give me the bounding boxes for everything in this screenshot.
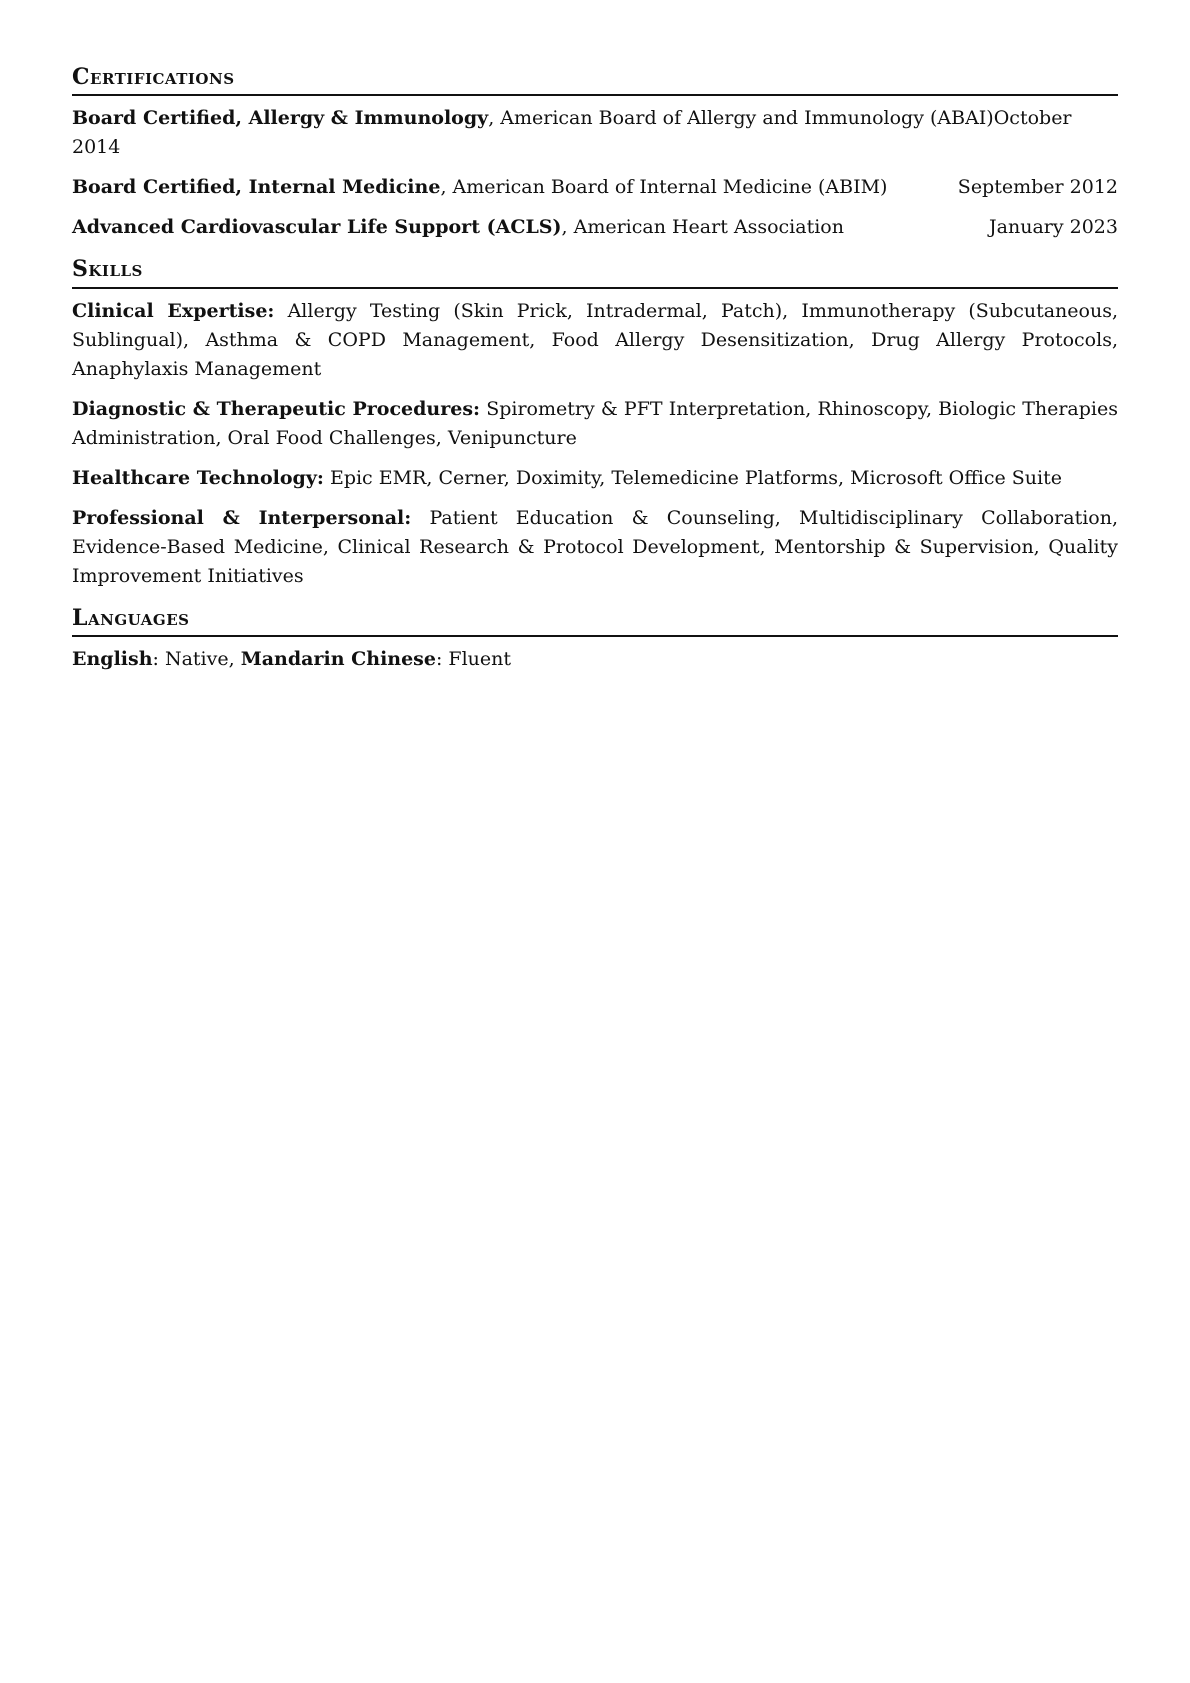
- languages-list: [72, 637, 1118, 674]
- certification-name: Board Certified, Allergy & Immunology: [72, 107, 489, 130]
- language-separator: ,: [228, 648, 241, 671]
- section-title-certifications: Certifications: [72, 64, 1118, 96]
- skill-item: [72, 297, 1118, 384]
- skill-item: [72, 504, 1118, 591]
- certification-name: Advanced Cardiovascular Life Support (ACLS): [72, 216, 562, 239]
- languages-line: [72, 645, 1118, 674]
- skill-text: Epic EMR, Cerner, Doximity, Telemedicine Platforms, Microsoft Office Suite: [323, 466, 1062, 489]
- language-level: : Native: [152, 648, 229, 671]
- certification-item: [72, 173, 1118, 202]
- certification-date: January 2023: [989, 216, 1118, 239]
- skill-text: Patient Education & Counseling, Multidisciplinary Collaboration, Evidence-Based Medicine, Clinical Research & Protocol Development, Mentorship & Supervision, Quality Improvement Initiatives: [72, 506, 1118, 587]
- skill-text: Spirometry & PFT Interpretation, Rhinoscopy, Biologic Therapies Administration, Oral Food Challenges, Venipuncture: [72, 397, 1118, 449]
- certification-date: September 2012: [957, 176, 1118, 199]
- skills-section: [72, 256, 1118, 590]
- certification-item: [72, 213, 1118, 242]
- language-level: : Fluent: [435, 648, 512, 671]
- section-title-languages: Languages: [72, 605, 1118, 637]
- languages-section: [72, 605, 1118, 674]
- skill-text: Allergy Testing (Skin Prick, Intradermal, Patch), Immunotherapy (Subcutaneous, Sublingual), Asthma & COPD Management, Food Allergy Desensitization, Drug Allergy Protocols, Anaphylaxis Management: [72, 299, 1118, 380]
- certification-date: October 2014: [72, 107, 1072, 159]
- skill-label: Healthcare Technology:: [72, 466, 324, 489]
- certification-name: Board Certified, Internal Medicine: [72, 176, 441, 199]
- skill-label: Diagnostic & Therapeutic Procedures:: [72, 397, 481, 420]
- certifications-section: [72, 64, 1118, 242]
- certification-issuer: , American Board of Allergy and Immunology (ABAI): [488, 107, 994, 130]
- language-name: Mandarin Chinese: [240, 648, 436, 671]
- certifications-list: [72, 96, 1118, 242]
- skill-label: Professional & Interpersonal:: [72, 506, 412, 529]
- skill-item: [72, 464, 1118, 493]
- skill-label: Clinical Expertise:: [72, 299, 275, 322]
- certification-item: [72, 104, 1118, 162]
- certification-issuer: , American Heart Association: [561, 216, 844, 239]
- certification-issuer: , American Board of Internal Medicine (ABIM): [440, 176, 888, 199]
- skill-item: [72, 395, 1118, 453]
- skills-list: [72, 289, 1118, 591]
- language-name: English: [72, 648, 153, 671]
- section-title-skills: Skills: [72, 256, 1118, 288]
